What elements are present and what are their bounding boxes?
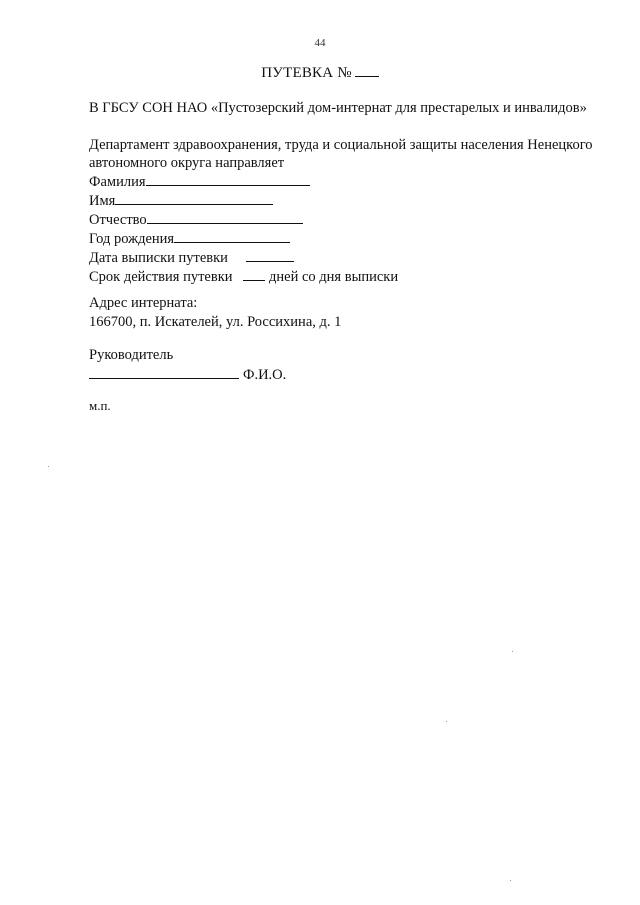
field-issue-date-label: Дата выписки путевки [89, 250, 228, 266]
field-patronymic [89, 210, 398, 229]
field-birth-year-blank [174, 229, 290, 243]
fields-block [89, 172, 398, 286]
field-birth-year [89, 229, 398, 248]
field-patronymic-blank [147, 210, 303, 224]
field-name [89, 191, 398, 210]
title-number-blank [355, 64, 379, 77]
field-surname [89, 172, 398, 191]
head-fio: Ф.И.О. [243, 367, 287, 383]
recipient-line: В ГБСУ СОН НАО «Пустозерский дом-интернат для престарелых и инвалидов» [89, 100, 587, 116]
head-label: Руководитель [89, 347, 174, 363]
field-surname-label: Фамилия [89, 174, 146, 190]
address-label: Адрес интерната: [89, 295, 198, 311]
field-validity-prefix: Срок действия путевки [89, 269, 233, 285]
address-block [89, 294, 341, 332]
scan-speck [48, 466, 49, 467]
department-text: Департамент здравоохранения, труда и социальной защиты населения Ненецкого автономного округа направляет [89, 137, 593, 171]
field-validity-suffix: дней со дня выписки [269, 269, 399, 285]
field-issue-date [89, 248, 398, 267]
field-name-blank [115, 191, 273, 205]
field-surname-blank [146, 172, 310, 186]
field-birth-year-label: Год рождения [89, 231, 175, 247]
field-name-label: Имя [89, 193, 116, 209]
document-title [0, 64, 640, 82]
stamp-place: м.п. [89, 398, 111, 413]
page-number: 44 [314, 37, 326, 49]
scan-speck [510, 880, 511, 881]
address-value: 166700, п. Искателей, ул. Россихина, д. 1 [89, 314, 342, 330]
field-issue-date-blank [246, 248, 294, 262]
head-signature-row [89, 365, 286, 385]
head-signature-blank [89, 365, 239, 379]
title-text: ПУТЕВКА № [261, 65, 352, 81]
field-validity-blank [243, 267, 265, 281]
scan-speck [446, 721, 447, 722]
scan-speck [512, 651, 513, 652]
field-validity [89, 267, 398, 286]
field-patronymic-label: Отчество [89, 212, 147, 228]
head-block [89, 346, 286, 385]
